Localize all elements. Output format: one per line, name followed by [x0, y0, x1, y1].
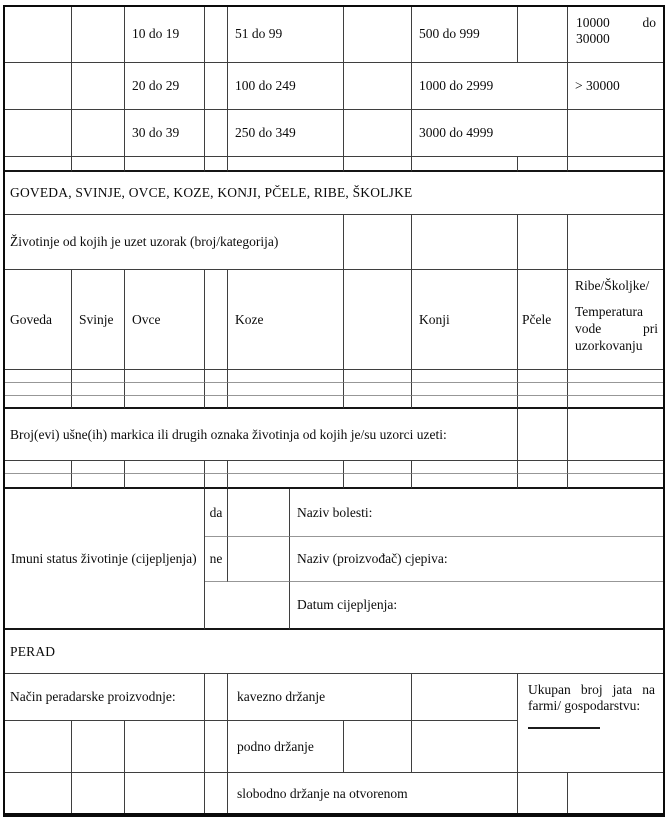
empty-cell: [125, 370, 205, 383]
empty-cell: [3, 721, 72, 773]
empty-cell: [518, 157, 568, 172]
empty-cell: [205, 582, 290, 630]
empty-cell: [412, 721, 518, 773]
option-yes-label: da: [205, 489, 228, 537]
empty-cell: [205, 474, 228, 489]
empty-cell: [568, 474, 665, 489]
empty-cell: [125, 721, 205, 773]
empty-cell: [3, 773, 72, 815]
herd-size-cell: 51 do 99: [228, 5, 344, 63]
empty-cell: [72, 396, 125, 409]
empty-cell: [125, 461, 205, 474]
empty-cell: [3, 110, 72, 157]
empty-cell: [125, 396, 205, 409]
column-header-pcele: Pčele: [518, 270, 568, 370]
empty-cell: [518, 396, 568, 409]
empty-cell: [518, 461, 568, 474]
option-no-label: ne: [205, 537, 228, 582]
herd-size-cell: 500 do 999: [412, 5, 518, 63]
empty-cell: [412, 215, 518, 270]
empty-cell: [344, 396, 412, 409]
empty-cell: [568, 396, 665, 409]
empty-cell: [412, 461, 518, 474]
empty-cell: [125, 773, 205, 815]
empty-cell: [228, 383, 344, 396]
vaccine-name-label: Naziv (proizvođač) cjepiva:: [290, 537, 665, 582]
empty-cell: [412, 474, 518, 489]
species-section-header: GOVEDA, SVINJE, OVCE, KOZE, KONJI, PČELE, RIBE, ŠKOLJKE: [3, 172, 665, 215]
herd-size-cell: 250 do 349: [228, 110, 344, 157]
fill-in-line: [528, 727, 600, 729]
column-header-goveda: Goveda: [3, 270, 72, 370]
empty-cell: [518, 409, 568, 461]
empty-cell: [412, 383, 518, 396]
empty-cell: [412, 157, 518, 172]
empty-cell: [205, 383, 228, 396]
empty-cell: [3, 474, 72, 489]
empty-cell: [72, 474, 125, 489]
empty-cell: [228, 370, 344, 383]
ribe-header-line1: Ribe/Školjke/: [575, 278, 650, 293]
empty-cell: [3, 370, 72, 383]
empty-cell: [205, 396, 228, 409]
herd-size-cell: 20 do 29: [125, 63, 205, 110]
empty-cell: [72, 383, 125, 396]
empty-cell: [344, 215, 412, 270]
empty-cell: [344, 461, 412, 474]
floor-housing-label: podno držanje: [228, 721, 344, 773]
empty-cell: [568, 383, 665, 396]
empty-cell: [72, 5, 125, 63]
empty-cell: [518, 370, 568, 383]
empty-cell: [518, 773, 568, 815]
poultry-section-header: PERAD: [3, 630, 665, 674]
yes-checkbox-cell: [228, 489, 290, 537]
empty-cell: [3, 396, 72, 409]
empty-cell: [568, 215, 665, 270]
empty-cell: [205, 773, 228, 815]
empty-cell: [72, 370, 125, 383]
empty-cell: [568, 409, 665, 461]
herd-size-cell: 30 do 39: [125, 110, 205, 157]
empty-cell: [344, 383, 412, 396]
empty-cell: [3, 157, 72, 172]
empty-cell: [3, 5, 72, 63]
empty-cell: [72, 110, 125, 157]
empty-cell: [205, 270, 228, 370]
empty-cell: [344, 5, 412, 63]
cage-housing-label: kavezno držanje: [228, 674, 412, 721]
column-header-ovce: Ovce: [125, 270, 205, 370]
herd-size-cell: 10000 do 30000: [568, 5, 665, 63]
empty-cell: [412, 396, 518, 409]
empty-cell: [518, 5, 568, 63]
herd-size-cell: > 30000: [568, 63, 665, 110]
column-header-konji: Konji: [412, 270, 518, 370]
herd-size-cell: 3000 do 4999: [412, 110, 568, 157]
empty-cell: [228, 461, 344, 474]
empty-cell: [568, 773, 665, 815]
empty-cell: [412, 370, 518, 383]
herd-size-cell: 1000 do 2999: [412, 63, 568, 110]
herd-size-cell: 10 do 19: [125, 5, 205, 63]
empty-cell: [568, 370, 665, 383]
empty-cell: [344, 370, 412, 383]
column-header-ribe-skoljke: [568, 270, 665, 370]
empty-cell: [228, 396, 344, 409]
vaccination-date-label: Datum cijepljenja:: [290, 582, 665, 630]
free-range-housing-label: slobodno držanje na otvorenom: [228, 773, 518, 815]
empty-cell: [72, 63, 125, 110]
empty-cell: [205, 370, 228, 383]
empty-cell: [205, 461, 228, 474]
herd-size-cell: 100 do 249: [228, 63, 344, 110]
empty-cell: [125, 157, 205, 172]
empty-cell: [205, 721, 228, 773]
production-method-label: Način peradarske proizvodnje:: [3, 674, 205, 721]
empty-cell: [344, 721, 412, 773]
empty-cell: [205, 674, 228, 721]
column-header-koze: Koze: [228, 270, 344, 370]
empty-cell: [205, 5, 228, 63]
empty-cell: [3, 63, 72, 110]
total-flocks-cell: [518, 674, 665, 773]
empty-cell: [3, 383, 72, 396]
empty-cell: [344, 157, 412, 172]
empty-cell: [568, 461, 665, 474]
empty-cell: [228, 474, 344, 489]
empty-cell: [205, 110, 228, 157]
sample-animals-label: Životinje od kojih je uzet uzorak (broj/kategorija): [3, 215, 344, 270]
empty-cell: [568, 157, 665, 172]
empty-cell: [518, 215, 568, 270]
empty-cell: [3, 461, 72, 474]
empty-cell: [518, 383, 568, 396]
empty-cell: [205, 157, 228, 172]
empty-cell: [412, 674, 518, 721]
ribe-header-line2: Temperatura vode pri uzorkovanju: [575, 304, 658, 353]
immune-status-label: Imuni status životinje (cijepljenja): [3, 489, 205, 630]
total-flocks-label: Ukupan broj jata na farmi/ gospodarstvu:: [528, 682, 655, 713]
empty-cell: [72, 157, 125, 172]
empty-cell: [205, 63, 228, 110]
column-header-svinje: Svinje: [72, 270, 125, 370]
empty-cell: [344, 63, 412, 110]
empty-cell: [344, 474, 412, 489]
empty-cell: [568, 110, 665, 157]
ear-tags-label: Broj(evi) ušne(ih) markica ili drugih oznaka životinja od kojih je/su uzorci uzeti:: [3, 409, 518, 461]
empty-cell: [125, 474, 205, 489]
no-checkbox-cell: [228, 537, 290, 582]
empty-cell: [72, 773, 125, 815]
disease-name-label: Naziv bolesti:: [290, 489, 665, 537]
empty-cell: [344, 270, 412, 370]
empty-cell: [72, 721, 125, 773]
empty-cell: [518, 474, 568, 489]
empty-cell: [228, 157, 344, 172]
empty-cell: [72, 461, 125, 474]
empty-cell: [344, 110, 412, 157]
empty-cell: [125, 383, 205, 396]
